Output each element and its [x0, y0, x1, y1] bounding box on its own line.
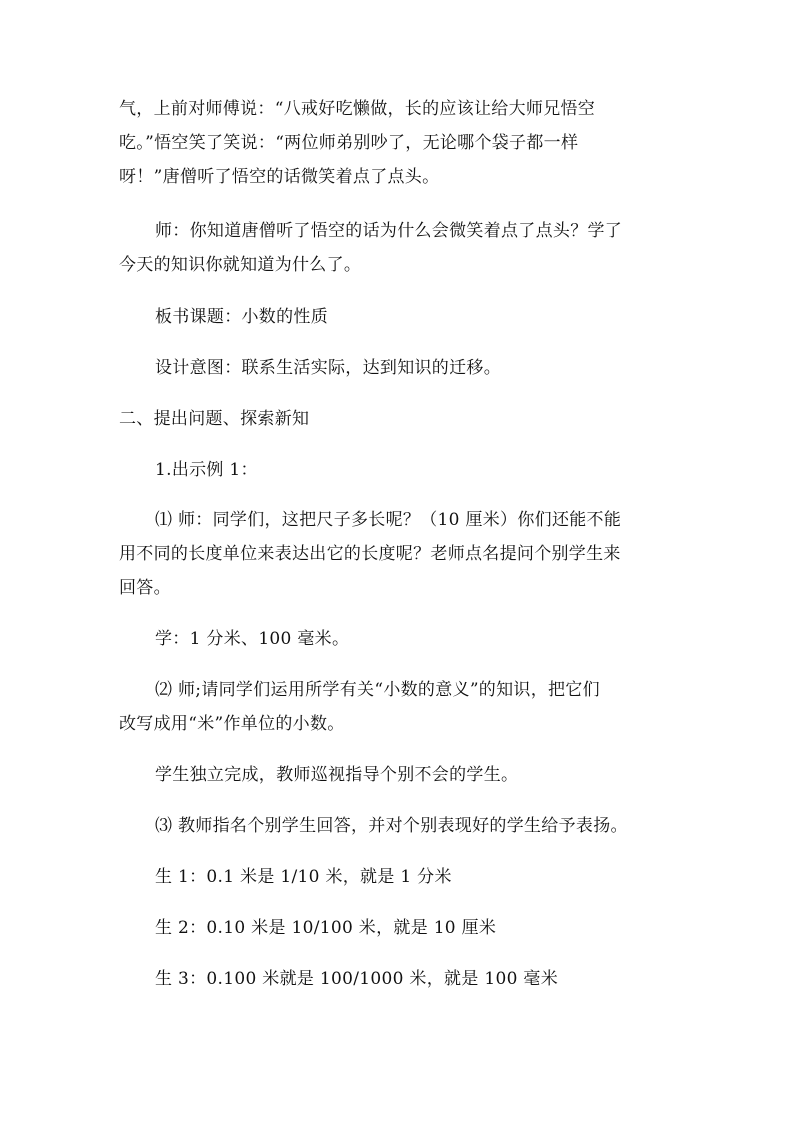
text-line: 1.出示例 1：: [155, 460, 258, 480]
text-line: 生 3：0.100 米就是 100/1000 米，就是 100 毫米: [155, 969, 558, 989]
text-line: 学生独立完成，教师巡视指导个别不会的学生。: [155, 765, 519, 785]
text-line: 生 1：0.1 米是 1/10 米，就是 1 分米: [155, 867, 452, 887]
text-line: 气，上前对师傅说：“八戒好吃懒做，长的应该让给大师兄悟空: [119, 99, 596, 119]
text-line: 改写成用“米”作单位的小数。: [119, 714, 345, 734]
paragraph-step-1: [119, 503, 679, 605]
text-line: 设计意图：联系生活实际，达到知识的迁移。: [155, 358, 501, 378]
section-heading: [119, 402, 679, 436]
paragraph-teacher-question: [119, 214, 679, 282]
text-line: 用不同的长度单位来表达出它的长度呢？老师点名提问个别学生来: [119, 544, 621, 564]
text-line: 生 2：0.10 米是 10/100 米，就是 10 厘米: [155, 918, 497, 938]
paragraph-student-answer: [119, 622, 679, 656]
text-line: 板书课题：小数的性质: [155, 307, 328, 327]
paragraph-example-1: [119, 453, 679, 487]
text-line: ⑶ 教师指名个别学生回答，并对个别表现好的学生给予表扬。: [155, 816, 628, 836]
text-line: ⑵ 师;请同学们运用所学有关“小数的意义”的知识，把它们: [155, 680, 600, 700]
paragraph-step-2: [119, 673, 679, 741]
text-line: 呀！”唐僧听了悟空的话微笑着点了点头。: [119, 167, 440, 187]
text-line: 今天的知识你就知道为什么了。: [119, 255, 362, 275]
text-line: 吃。”悟空笑了笑说：“两位师弟别吵了，无论哪个袋子都一样: [119, 133, 579, 153]
text-line: ⑴ 师：同学们，这把尺子多长呢？（10 厘米）你们还能不能: [155, 510, 622, 530]
text-line: 回答。: [119, 578, 171, 598]
paragraph-student-1: [119, 860, 679, 894]
paragraph-student-2: [119, 911, 679, 945]
paragraph-student-3: [119, 962, 679, 996]
paragraph-design-intent: [119, 351, 679, 385]
paragraph-board-title: [119, 300, 679, 334]
paragraph-independent-work: [119, 758, 679, 792]
text-line: 师：你知道唐僧听了悟空的话为什么会微笑着点了点头？学了: [155, 221, 623, 241]
paragraph-story-continuation: [119, 92, 679, 194]
text-line: 二、提出问题、探索新知: [119, 409, 310, 429]
text-line: 学：1 分米、100 毫米。: [155, 629, 350, 649]
paragraph-step-3: [119, 809, 679, 843]
